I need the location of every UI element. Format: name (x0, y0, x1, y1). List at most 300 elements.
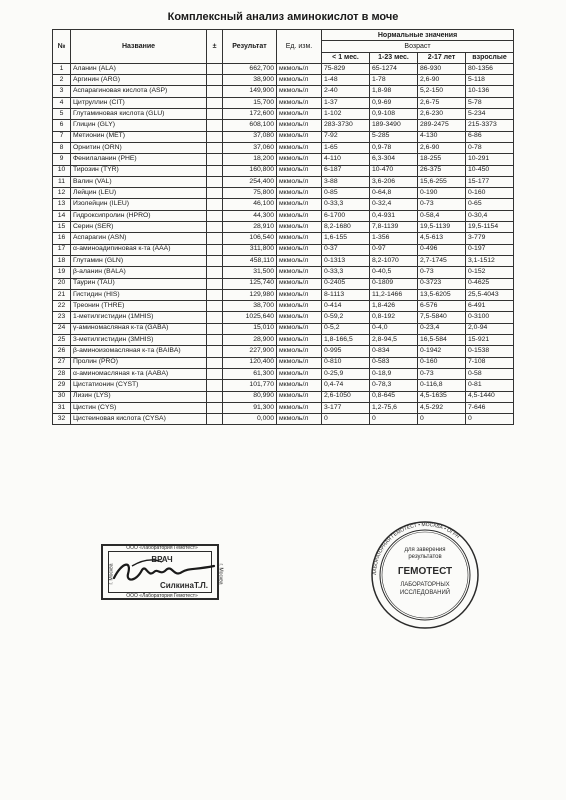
row-name: 1-метилгистидин (1MHIS) (71, 312, 207, 323)
row-name: Тирозин (TYR) (71, 165, 207, 176)
row-pm (207, 188, 223, 199)
row-norm-adult: 0-78 (466, 142, 514, 153)
row-norm-adult: 0-160 (466, 188, 514, 199)
row-norm-2-17y: 0-116,8 (418, 380, 466, 391)
table-body (53, 63, 514, 425)
row-norm-2-17y: 0-73 (418, 368, 466, 379)
row-unit: мкмоль/л (277, 301, 322, 312)
row-norm-1-23m: 8,2-1070 (370, 255, 418, 266)
row-norm-1-23m: 0,9-108 (370, 109, 418, 120)
row-pm (207, 199, 223, 210)
row-norm-under-1m: 0-2405 (322, 278, 370, 289)
row-unit: мкмоль/л (277, 391, 322, 402)
row-unit: мкмоль/л (277, 222, 322, 233)
row-norm-1-23m: 0-4,0 (370, 323, 418, 334)
row-unit: мкмоль/л (277, 142, 322, 153)
row-norm-under-1m: 0-59,2 (322, 312, 370, 323)
row-result: 311,800 (223, 244, 277, 255)
row-number: 22 (53, 301, 71, 312)
row-norm-under-1m: 1-65 (322, 142, 370, 153)
row-unit: мкмоль/л (277, 86, 322, 97)
row-norm-1-23m: 0-834 (370, 346, 418, 357)
row-norm-2-17y: 2,7-1745 (418, 255, 466, 266)
row-norm-under-1m: 2-40 (322, 86, 370, 97)
row-pm (207, 414, 223, 425)
row-pm (207, 244, 223, 255)
row-pm (207, 346, 223, 357)
row-norm-2-17y: 13,5-6205 (418, 289, 466, 300)
row-norm-2-17y: 0-73 (418, 199, 466, 210)
row-pm (207, 267, 223, 278)
row-norm-1-23m: 0-40,5 (370, 267, 418, 278)
doctor-stamp-left-text: г. Москва (108, 563, 115, 585)
row-pm (207, 391, 223, 402)
row-norm-2-17y: 16,5-584 (418, 335, 466, 346)
header-normal-values: Нормальные значения (322, 30, 514, 41)
row-norm-1-23m: 0-78,3 (370, 380, 418, 391)
table-row (53, 210, 514, 221)
row-norm-1-23m: 11,2-1466 (370, 289, 418, 300)
table-row (53, 142, 514, 153)
row-norm-under-1m: 1,6-155 (322, 233, 370, 244)
signature-image (102, 552, 222, 592)
row-pm (207, 255, 223, 266)
row-norm-2-17y: 4,5-292 (418, 402, 466, 413)
table-row (53, 120, 514, 131)
table-row (53, 131, 514, 142)
table-row (53, 75, 514, 86)
row-norm-2-17y: 0-1942 (418, 346, 466, 357)
table-row (53, 357, 514, 368)
row-name: Аланин (ALA) (71, 63, 207, 74)
row-name: Пролин (PRO) (71, 357, 207, 368)
row-name: Аспарагиновая кислота (ASP) (71, 86, 207, 97)
row-unit: мкмоль/л (277, 357, 322, 368)
row-unit: мкмоль/л (277, 120, 322, 131)
table-row (53, 391, 514, 402)
row-norm-under-1m: 0-33,3 (322, 267, 370, 278)
row-norm-under-1m: 8-1113 (322, 289, 370, 300)
table-row (53, 97, 514, 108)
table-row (53, 346, 514, 357)
table-row (53, 199, 514, 210)
row-pm (207, 176, 223, 187)
table-row (53, 176, 514, 187)
row-norm-1-23m: 3,6-206 (370, 176, 418, 187)
row-norm-adult: 10-291 (466, 154, 514, 165)
row-norm-1-23m: 0-32,4 (370, 199, 418, 210)
row-norm-under-1m: 1,8-166,5 (322, 335, 370, 346)
row-name: β-аланин (BALA) (71, 267, 207, 278)
row-norm-2-17y: 18-255 (418, 154, 466, 165)
row-norm-adult: 215-3373 (466, 120, 514, 131)
table-row (53, 312, 514, 323)
row-name: Цистеиновая кислота (CYSA) (71, 414, 207, 425)
row-unit: мкмоль/л (277, 176, 322, 187)
row-norm-adult: 0-81 (466, 380, 514, 391)
row-norm-adult: 0-65 (466, 199, 514, 210)
row-unit: мкмоль/л (277, 380, 322, 391)
row-norm-2-17y: 0-73 (418, 267, 466, 278)
row-name: 3-метилгистидин (3MHIS) (71, 335, 207, 346)
header-age-group: < 1 мес. (322, 52, 370, 63)
table-row (53, 289, 514, 300)
laboratory-round-stamp (370, 520, 480, 630)
row-pm (207, 154, 223, 165)
row-name: Метионин (MET) (71, 131, 207, 142)
row-norm-under-1m: 0-810 (322, 357, 370, 368)
header-pm: ± (207, 30, 223, 64)
row-norm-1-23m: 7,8-1139 (370, 222, 418, 233)
row-result: 458,110 (223, 255, 277, 266)
round-stamp-line2: результатов (408, 554, 442, 560)
row-number: 3 (53, 86, 71, 97)
row-number: 6 (53, 120, 71, 131)
row-unit: мкмоль/л (277, 312, 322, 323)
header-age-group: 2-17 лет (418, 52, 466, 63)
row-unit: мкмоль/л (277, 165, 322, 176)
row-norm-1-23m: 1,8-426 (370, 301, 418, 312)
row-name: Цистатионин (CYST) (71, 380, 207, 391)
row-norm-adult: 3,1-1512 (466, 255, 514, 266)
row-pm (207, 165, 223, 176)
row-norm-1-23m: 0,8-645 (370, 391, 418, 402)
row-norm-adult: 2,0-94 (466, 323, 514, 334)
row-norm-under-1m: 0-33,3 (322, 199, 370, 210)
row-name: Гистидин (HIS) (71, 289, 207, 300)
row-norm-adult: 0-58 (466, 368, 514, 379)
row-norm-1-23m: 1,2-75,6 (370, 402, 418, 413)
row-result: 172,600 (223, 109, 277, 120)
row-norm-under-1m: 0-37 (322, 244, 370, 255)
row-pm (207, 278, 223, 289)
row-unit: мкмоль/л (277, 346, 322, 357)
row-name: γ-аминомасляная к-та (GABA) (71, 323, 207, 334)
row-result: 608,100 (223, 120, 277, 131)
row-number: 28 (53, 368, 71, 379)
row-norm-2-17y: 5,2-150 (418, 86, 466, 97)
row-norm-2-17y: 0-23,4 (418, 323, 466, 334)
row-norm-1-23m: 1-356 (370, 233, 418, 244)
row-unit: мкмоль/л (277, 188, 322, 199)
row-norm-under-1m: 0-5,2 (322, 323, 370, 334)
row-norm-under-1m: 1-102 (322, 109, 370, 120)
header-age-group: 1-23 мес. (370, 52, 418, 63)
row-number: 30 (53, 391, 71, 402)
row-number: 12 (53, 188, 71, 199)
row-number: 5 (53, 109, 71, 120)
row-norm-1-23m: 65-1274 (370, 63, 418, 74)
row-result: 160,800 (223, 165, 277, 176)
row-result: 15,010 (223, 323, 277, 334)
row-norm-under-1m: 8,2-1680 (322, 222, 370, 233)
row-unit: мкмоль/л (277, 199, 322, 210)
row-unit: мкмоль/л (277, 233, 322, 244)
row-norm-1-23m: 10-470 (370, 165, 418, 176)
table-row (53, 267, 514, 278)
row-norm-adult: 5-234 (466, 109, 514, 120)
table-row (53, 188, 514, 199)
row-norm-adult: 10-136 (466, 86, 514, 97)
table-row (53, 402, 514, 413)
header-name: Название (71, 30, 207, 64)
row-number: 25 (53, 335, 71, 346)
row-norm-2-17y: 7,5-5840 (418, 312, 466, 323)
row-name: Глицин (GLY) (71, 120, 207, 131)
row-result: 38,900 (223, 75, 277, 86)
row-name: Треонин (THRE) (71, 301, 207, 312)
row-name: Валин (VAL) (71, 176, 207, 187)
row-norm-adult: 0-1538 (466, 346, 514, 357)
row-result: 37,080 (223, 131, 277, 142)
row-norm-under-1m: 0-85 (322, 188, 370, 199)
row-norm-under-1m: 0,4-74 (322, 380, 370, 391)
header-num: № (53, 30, 71, 64)
row-norm-1-23m: 6,3-304 (370, 154, 418, 165)
row-norm-2-17y: 2,6-75 (418, 97, 466, 108)
row-norm-2-17y: 2,6-90 (418, 142, 466, 153)
doctor-role: ВРАЧ (151, 555, 173, 564)
round-stamp-line1: для заверения (404, 547, 446, 553)
row-norm-2-17y: 0-58,4 (418, 210, 466, 221)
row-pm (207, 131, 223, 142)
row-name: Гидроксипролин (HPRO) (71, 210, 207, 221)
row-pm (207, 120, 223, 131)
row-norm-adult: 5-78 (466, 97, 514, 108)
row-number: 18 (53, 255, 71, 266)
row-norm-adult: 0-30,4 (466, 210, 514, 221)
row-unit: мкмоль/л (277, 335, 322, 346)
header-age-group: взрослые (466, 52, 514, 63)
row-unit: мкмоль/л (277, 255, 322, 266)
row-name: Фенилаланин (PHE) (71, 154, 207, 165)
row-pm (207, 86, 223, 97)
table-row (53, 154, 514, 165)
row-number: 24 (53, 323, 71, 334)
row-number: 21 (53, 289, 71, 300)
row-number: 17 (53, 244, 71, 255)
row-result: 61,300 (223, 368, 277, 379)
row-pm (207, 380, 223, 391)
row-result: 15,700 (223, 97, 277, 108)
row-norm-2-17y: 2,6-90 (418, 75, 466, 86)
row-norm-2-17y: 0 (418, 414, 466, 425)
table-row (53, 63, 514, 74)
row-pm (207, 142, 223, 153)
header-result: Результат (223, 30, 277, 64)
row-norm-2-17y: 4-130 (418, 131, 466, 142)
row-result: 46,100 (223, 199, 277, 210)
row-pm (207, 312, 223, 323)
row-result: 120,400 (223, 357, 277, 368)
row-norm-2-17y: 289-2475 (418, 120, 466, 131)
row-result: 662,700 (223, 63, 277, 74)
row-norm-under-1m: 0-25,9 (322, 368, 370, 379)
row-pm (207, 357, 223, 368)
row-norm-adult: 7-646 (466, 402, 514, 413)
table-row (53, 86, 514, 97)
row-name: α-аминоадипиновая к-та (AAA) (71, 244, 207, 255)
row-norm-under-1m: 6-1700 (322, 210, 370, 221)
round-stamp-brand: ГЕМОТЕСТ (397, 566, 453, 577)
row-norm-under-1m: 0 (322, 414, 370, 425)
header-unit: Ед. изм. (277, 30, 322, 64)
row-unit: мкмоль/л (277, 109, 322, 120)
row-number: 32 (53, 414, 71, 425)
row-unit: мкмоль/л (277, 323, 322, 334)
row-norm-1-23m: 0-64,8 (370, 188, 418, 199)
row-result: 38,700 (223, 301, 277, 312)
row-norm-1-23m: 0-1809 (370, 278, 418, 289)
table-row (53, 109, 514, 120)
row-unit: мкмоль/л (277, 244, 322, 255)
row-result: 28,910 (223, 222, 277, 233)
row-unit: мкмоль/л (277, 267, 322, 278)
row-norm-adult: 25,5-4043 (466, 289, 514, 300)
row-norm-under-1m: 283-3730 (322, 120, 370, 131)
row-pm (207, 233, 223, 244)
row-result: 44,300 (223, 210, 277, 221)
table-row (53, 278, 514, 289)
doctor-name: СилкинаТ.Л. (159, 581, 208, 590)
row-pm (207, 210, 223, 221)
row-norm-adult: 15-921 (466, 335, 514, 346)
row-norm-1-23m: 0-97 (370, 244, 418, 255)
row-name: Таурин (TAU) (71, 278, 207, 289)
row-pm (207, 97, 223, 108)
row-norm-adult: 0 (466, 414, 514, 425)
row-norm-1-23m: 1-78 (370, 75, 418, 86)
row-norm-adult: 0-197 (466, 244, 514, 255)
row-norm-under-1m: 3-88 (322, 176, 370, 187)
row-norm-adult: 4,5-1440 (466, 391, 514, 402)
table-row (53, 255, 514, 266)
row-number: 27 (53, 357, 71, 368)
row-name: Лизин (LYS) (71, 391, 207, 402)
row-norm-1-23m: 5-285 (370, 131, 418, 142)
row-result: 1025,640 (223, 312, 277, 323)
row-name: Аспарагин (ASN) (71, 233, 207, 244)
row-norm-1-23m: 0 (370, 414, 418, 425)
row-number: 15 (53, 222, 71, 233)
row-result: 80,990 (223, 391, 277, 402)
row-pm (207, 222, 223, 233)
row-norm-2-17y: 2,6-230 (418, 109, 466, 120)
table-row (53, 414, 514, 425)
row-norm-adult: 0-4625 (466, 278, 514, 289)
row-norm-under-1m: 0-995 (322, 346, 370, 357)
row-pm (207, 289, 223, 300)
row-norm-under-1m: 1-37 (322, 97, 370, 108)
row-name: Орнитин (ORN) (71, 142, 207, 153)
round-stamp-line3: ЛАБОРАТОРНЫХ (400, 582, 450, 588)
row-pm (207, 75, 223, 86)
row-unit: мкмоль/л (277, 75, 322, 86)
table-row (53, 244, 514, 255)
row-number: 13 (53, 199, 71, 210)
row-norm-under-1m: 6-187 (322, 165, 370, 176)
row-norm-under-1m: 1-48 (322, 75, 370, 86)
header-age: Возраст (322, 41, 514, 52)
row-number: 2 (53, 75, 71, 86)
row-norm-2-17y: 4,5-613 (418, 233, 466, 244)
row-number: 16 (53, 233, 71, 244)
row-name: Аргинин (ARG) (71, 75, 207, 86)
row-norm-2-17y: 0-496 (418, 244, 466, 255)
row-norm-1-23m: 1,8-98 (370, 86, 418, 97)
row-pm (207, 63, 223, 74)
row-norm-under-1m: 0-414 (322, 301, 370, 312)
row-number: 14 (53, 210, 71, 221)
row-result: 227,900 (223, 346, 277, 357)
row-unit: мкмоль/л (277, 210, 322, 221)
row-norm-under-1m: 0-1313 (322, 255, 370, 266)
row-pm (207, 402, 223, 413)
row-number: 29 (53, 380, 71, 391)
row-unit: мкмоль/л (277, 289, 322, 300)
row-norm-adult: 6-491 (466, 301, 514, 312)
row-pm (207, 368, 223, 379)
row-name: β-аминоизомасляная к-та (BAIBA) (71, 346, 207, 357)
row-pm (207, 109, 223, 120)
row-norm-adult: 6-86 (466, 131, 514, 142)
row-name: α-аминомасляная к-та (AABA) (71, 368, 207, 379)
row-norm-under-1m: 7-92 (322, 131, 370, 142)
row-pm (207, 335, 223, 346)
row-pm (207, 323, 223, 334)
round-stamp-line4: ИССЛЕДОВАНИЙ (399, 590, 451, 596)
row-name: Серин (SER) (71, 222, 207, 233)
row-number: 11 (53, 176, 71, 187)
row-norm-adult: 7-108 (466, 357, 514, 368)
row-number: 23 (53, 312, 71, 323)
row-result: 106,540 (223, 233, 277, 244)
row-norm-adult: 19,5-1154 (466, 222, 514, 233)
doctor-stamp-top-text: ООО «Лаборатория Гемотест» (126, 545, 198, 551)
row-norm-1-23m: 0-18,9 (370, 368, 418, 379)
row-norm-adult: 5-118 (466, 75, 514, 86)
table-row (53, 335, 514, 346)
row-norm-1-23m: 0,4-931 (370, 210, 418, 221)
row-norm-2-17y: 6-576 (418, 301, 466, 312)
row-norm-1-23m: 2,8-94,5 (370, 335, 418, 346)
row-result: 0,000 (223, 414, 277, 425)
row-norm-adult: 80-1356 (466, 63, 514, 74)
row-name: Глутамин (GLN) (71, 255, 207, 266)
table-row (53, 380, 514, 391)
row-norm-1-23m: 0,9-78 (370, 142, 418, 153)
row-result: 28,900 (223, 335, 277, 346)
amino-acid-table (52, 29, 514, 425)
row-norm-2-17y: 0-160 (418, 357, 466, 368)
row-norm-1-23m: 0,8-192 (370, 312, 418, 323)
table-row (53, 368, 514, 379)
row-result: 91,300 (223, 402, 277, 413)
row-unit: мкмоль/л (277, 131, 322, 142)
row-name: Лейцин (LEU) (71, 188, 207, 199)
row-number: 9 (53, 154, 71, 165)
row-norm-under-1m: 4-110 (322, 154, 370, 165)
row-number: 8 (53, 142, 71, 153)
row-norm-1-23m: 189-3490 (370, 120, 418, 131)
row-result: 254,400 (223, 176, 277, 187)
row-name: Изолейцин (ILEU) (71, 199, 207, 210)
row-unit: мкмоль/л (277, 402, 322, 413)
row-unit: мкмоль/л (277, 368, 322, 379)
row-unit: мкмоль/л (277, 414, 322, 425)
row-norm-under-1m: 75-829 (322, 63, 370, 74)
row-result: 125,740 (223, 278, 277, 289)
